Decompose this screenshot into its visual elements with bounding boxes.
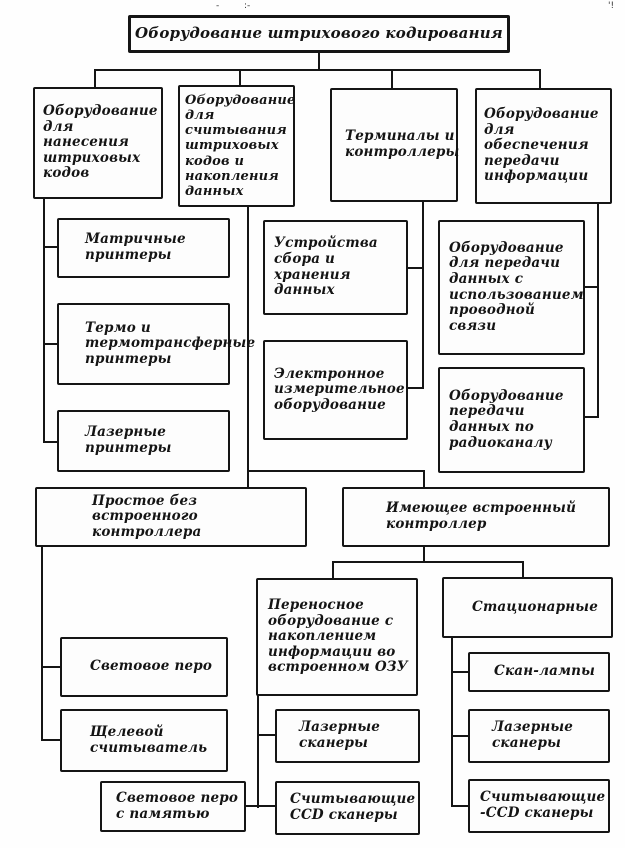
node-radio-transfer [438,367,585,473]
connector-stub-wire [584,286,599,288]
node-transfer [475,88,612,204]
connector-stub-measure [407,387,424,389]
node-stationary-label: Стационарные [472,598,599,615]
connector-mid-rail [247,470,425,472]
connector-stub-slot-reader [41,739,61,741]
node-light-pen [60,637,228,697]
connector-stationary-spine [451,637,453,807]
connector-bottom-rail [332,561,524,563]
connector-drop-portable [332,562,334,579]
connector-stub-collect [407,267,424,269]
node-builtin-label: Имеющее встроенный контроллер [386,500,577,532]
connector-stub-light-pen [41,666,61,668]
node-measure-equipment-label: Электронное измерительное оборудование [274,365,405,413]
connector-terminals-spine [422,201,424,389]
node-scan-lamps-label: Скан-лампы [494,663,596,680]
connector-stub-laser-portable [257,734,276,736]
connector-drop-builtin [423,471,425,488]
node-builtin [342,487,610,547]
connector-drop-stationary [522,562,524,578]
node-thermo-printers-label: Термо и термотрансферные принтеры [85,319,256,367]
connector-portable-spine [257,695,259,808]
node-ccd-scanners-portable [275,781,420,835]
node-scan-lamps [468,652,610,692]
scan-artifact: :- [244,1,251,11]
connector-apply-spine [43,198,45,443]
node-read-label: Оборудование для считывания штриховых кодов и накопления данных [185,93,296,199]
node-wire-transfer [438,220,585,355]
node-ccd-scanners-stationary-label: Считывающие -CCD сканеры [480,789,606,821]
node-matrix-printers-label: Матричные принтеры [85,231,186,263]
node-slot-reader [60,709,228,772]
scan-artifact: - [216,1,220,11]
node-root-label: Оборудование штрихового кодирования [135,24,503,43]
connector-stub-laser-stationary [451,735,469,737]
connector-transfer-spine [597,203,599,418]
node-radio-transfer-label: Оборудование передачи данных по радиоканалу [449,387,564,451]
connector-stub-ccd-stationary [451,805,469,807]
node-laser-printers [57,410,230,472]
node-apply [33,87,163,199]
connector-simple-spine [41,546,43,741]
node-thermo-printers [57,303,256,385]
connector-stub-scan-lamps [451,671,469,673]
node-ccd-scanners-portable-label: Считывающие CCD сканеры [290,791,416,823]
node-laser-scanners-portable [275,709,420,763]
node-light-pen-label: Световое перо [90,658,213,675]
node-transfer-label: Оборудование для обеспечения передачи информации [484,105,599,185]
node-light-pen-memory-label: Световое перо с памятью [116,789,239,822]
node-matrix-printers [57,218,230,278]
node-wire-transfer-label: Оборудование для передачи данных с использованием проводной связи [449,239,584,334]
node-portable [256,578,418,696]
node-portable-label: Переносное оборудование с накоплением информации во встроенном ОЗУ [268,596,408,676]
scan-artifact: '! [608,1,615,11]
connector-stub-ccd-portable [257,805,276,807]
node-laser-scanners-portable-label: Лазерные сканеры [299,719,381,751]
node-read [178,85,295,207]
node-measure-equipment [263,340,408,440]
connector-drop-read [239,70,241,86]
node-simple [35,487,307,547]
connector-stub-radio [584,416,599,418]
node-ccd-scanners-stationary [468,779,610,833]
connector-top-rail [94,69,541,71]
node-collect-devices [263,220,408,315]
node-root [128,15,510,53]
connector-drop-terminals [391,70,393,89]
connector-drop-apply [94,70,96,88]
node-laser-scanners-stationary-label: Лазерные сканеры [492,719,574,751]
node-slot-reader-label: Щелевой считыватель [90,723,208,756]
node-collect-devices-label: Устройства сбора и хранения данных [274,235,378,299]
node-terminals-label: Терминалы и контроллеры [345,128,460,160]
node-laser-printers-label: Лазерные принтеры [85,424,172,456]
node-light-pen-memory [100,781,246,832]
connector-stub-light-pen-memory [245,805,258,807]
node-terminals [330,88,458,202]
node-apply-label: Оборудование для нанесения штриховых кодов [43,102,158,182]
connector-drop-transfer [539,70,541,89]
node-laser-scanners-stationary [468,709,610,763]
node-stationary [442,577,613,638]
node-simple-label: Простое без встроенного контроллера [92,492,202,540]
